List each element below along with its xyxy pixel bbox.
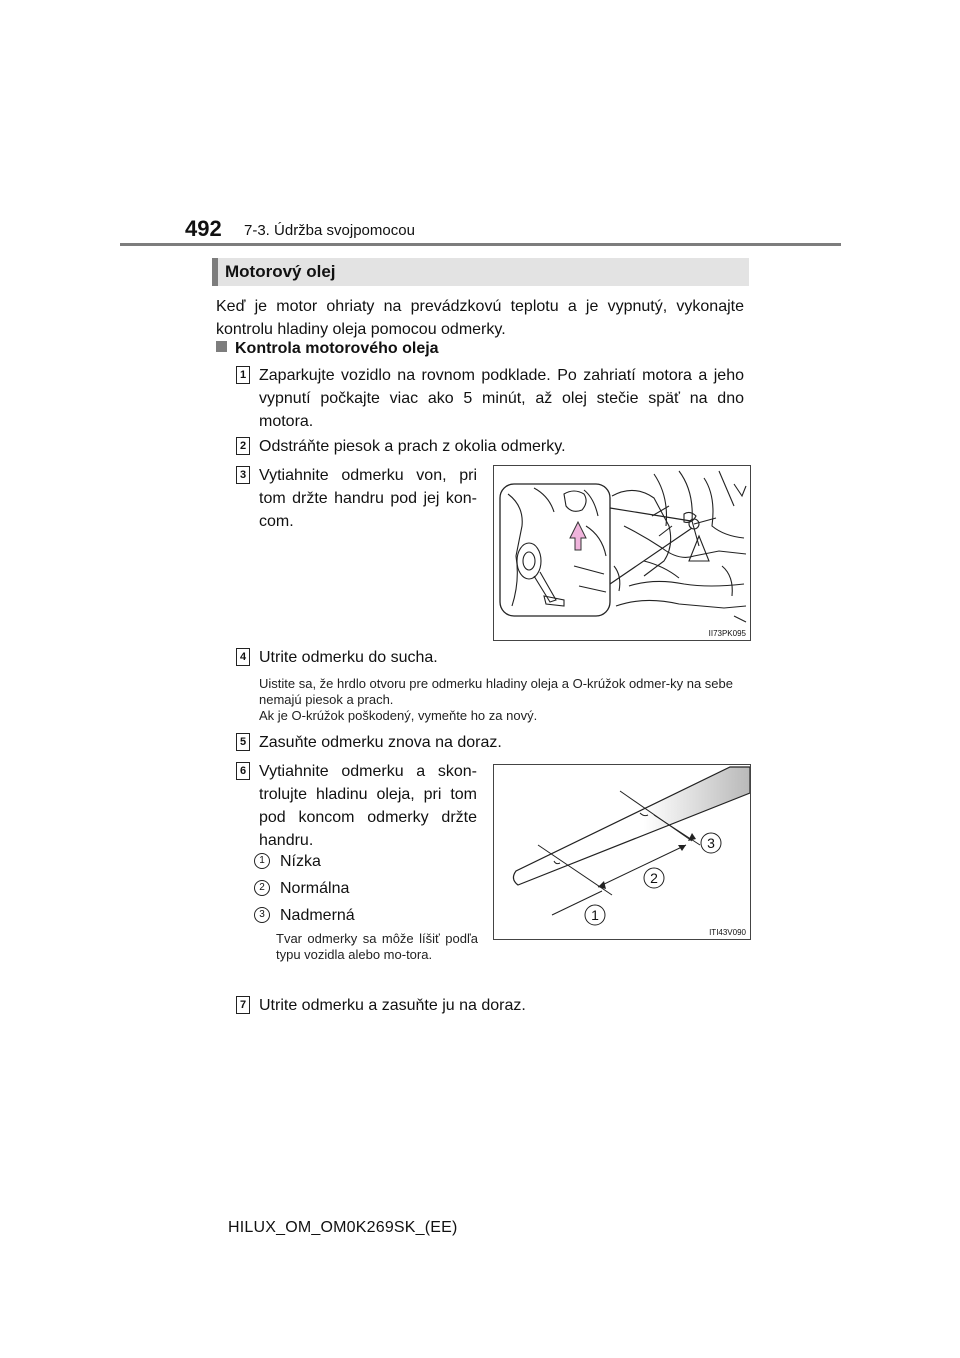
dipstick-figure-code: ITI43V090 [709, 928, 746, 937]
step-text-1: Zaparkujte vozidlo na rovnom podklade. Po zahriatí motora a jeho vypnutí počkajte viac ako 5 minút, až olej stečie späť na dno motora. [259, 367, 744, 430]
engine-bay-figure [493, 465, 751, 641]
step-number-5: 5 [236, 733, 250, 751]
subheading-text: Kontrola motorového oleja [235, 340, 439, 357]
footer-document-code: HILUX_OM_OM0K269SK_(EE) [228, 1219, 458, 1236]
subheading [216, 340, 439, 358]
step-number-3: 3 [236, 466, 250, 484]
dipstick-figure [493, 764, 751, 940]
step-text-5: Zasuňte odmerku znova na doraz. [259, 734, 502, 751]
page-number: 492 [185, 216, 222, 241]
section-title: Motorový olej [225, 262, 336, 281]
step-note-4: Uistite sa, že hrdlo otvoru pre odmerku hladiny oleja a O-krúžok odmer-ky na sebe nemajú piesok a prach. Ak je O-krúžok poškodený, vymeňte ho za nový. [259, 676, 733, 723]
level-label-3: Nadmerná [280, 907, 355, 924]
step-note-6: Tvar odmerky sa môže líšiť podľa typu vozidla alebo mo-tora. [276, 931, 478, 962]
step-number-6: 6 [236, 762, 250, 780]
level-label-2: Normálna [280, 880, 350, 897]
engine-bay-drawing [494, 466, 750, 640]
chapter-title: 7-3. Údržba svojpomocou [244, 222, 415, 239]
step-number-1: 1 [236, 366, 250, 384]
step-text-4: Utrite odmerku do sucha. [259, 649, 438, 666]
header-rule [120, 243, 841, 246]
step-number-4: 4 [236, 648, 250, 666]
step-text-7: Utrite odmerku a zasuňte ju na doraz. [259, 997, 526, 1014]
intro-paragraph: Keď je motor ohriaty na prevádzkovú teplotu a je vypnutý, vykonajte kontrolu hladiny oleja pomocou odmerky. [216, 298, 744, 338]
step-text-3: Vytiahnite odmerku von, pri tom držte handru pod jej kon-com. [259, 467, 477, 530]
step-number-2: 2 [236, 437, 250, 455]
step-text-6: Vytiahnite odmerku a skon-trolujte hladinu oleja, pri tom pod koncom odmerky držte handru. [259, 763, 477, 849]
level-number-1: 1 [254, 853, 270, 869]
callout-2: 2 [650, 870, 658, 886]
callout-1: 1 [591, 907, 599, 923]
level-number-2: 2 [254, 880, 270, 896]
engine-figure-code: II73PK095 [708, 629, 746, 638]
callout-3: 3 [707, 835, 715, 851]
square-bullet-icon [216, 341, 227, 352]
dipstick-drawing [494, 765, 750, 939]
step-text-2: Odstráňte piesok a prach z okolia odmerky. [259, 438, 566, 455]
level-number-3: 3 [254, 907, 270, 923]
step-number-7: 7 [236, 996, 250, 1014]
level-label-1: Nízka [280, 853, 321, 870]
